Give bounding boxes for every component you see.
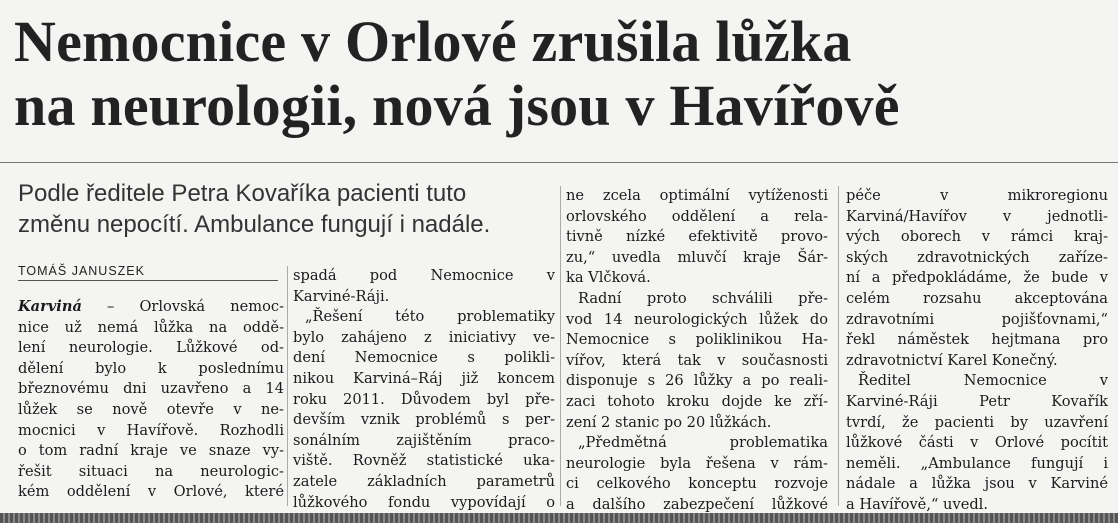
column-line: Radní proto schválili pře- bbox=[578, 289, 828, 307]
column-line: zdravotními pojišťovnami,“ bbox=[846, 310, 1108, 328]
column-line: lůžek se nově otevře v ne- bbox=[18, 400, 284, 418]
column-line: zaci tohoto kroku dojde ke zří- bbox=[566, 392, 828, 410]
dateline: Karviná bbox=[18, 298, 82, 315]
column-line: dení Nemocnice s polikli- bbox=[293, 349, 555, 367]
column-line: Karviné-Ráji. bbox=[293, 287, 390, 305]
article-column-1 bbox=[18, 297, 284, 503]
headline bbox=[14, 10, 1114, 138]
byline: TOMÁŠ JANUSZEK bbox=[18, 264, 278, 281]
column-line: neurologie byla řešena v rám- bbox=[566, 454, 828, 472]
article-column-3 bbox=[566, 186, 828, 516]
column-line: řekl náměstek hejtmana pro bbox=[846, 331, 1108, 349]
column-line: roku 2011. Důvodem byl pře- bbox=[293, 390, 555, 408]
column-line: Karviné-Ráji Petr Kovařík bbox=[846, 392, 1108, 410]
column-line: tivně nízké efektivitě provo- bbox=[566, 228, 828, 246]
column-line: neměli. „Ambulance fungují i bbox=[846, 454, 1108, 472]
column-line: dělení bylo k poslednímu bbox=[18, 359, 284, 377]
column-line: nice už nemá lůžka na oddě- bbox=[18, 318, 284, 336]
column-line: devším vznik problémů s per- bbox=[293, 411, 555, 429]
column-line: a Havířově,“ uvedl. bbox=[846, 495, 988, 513]
column-line: březnovému dni uzavřeno a 14 bbox=[18, 380, 284, 398]
column-line: mocnici v Havířově. Rozhodli bbox=[18, 421, 284, 439]
column-divider bbox=[560, 186, 561, 506]
column-line: viště. Rovněž statistické uka- bbox=[293, 452, 555, 470]
article-column-4 bbox=[846, 186, 1108, 516]
column-line: kém oddělení v Orlové, které bbox=[18, 483, 284, 501]
column-line: nikou Karviná–Ráj již koncem bbox=[293, 369, 555, 387]
column-line: ní a předpokládáme, že bude v bbox=[846, 269, 1108, 287]
column-line: „Předmětná problematika bbox=[578, 434, 828, 452]
column-line: disponuje s 26 lůžky a po reali- bbox=[566, 372, 828, 390]
column-line: zdravotnictví Karel Konečný. bbox=[846, 351, 1058, 369]
article-column-2 bbox=[293, 266, 555, 513]
column-line: zu,“ uvedla mluvčí kraje Šár- bbox=[566, 248, 828, 266]
column-line: lůžkového fondu vypovídají o bbox=[293, 493, 555, 511]
subheadline-line-1: Podle ředitele Petra Kovaříka pacienti tuto bbox=[18, 180, 467, 207]
column-line: a dalšího zabezpečení lůžkové bbox=[566, 495, 828, 513]
column-line: ka Vlčková. bbox=[566, 269, 651, 287]
column-line: „Řešení této problematiky bbox=[305, 308, 555, 326]
column-line-text: – Orlovská nemoc- bbox=[81, 298, 284, 315]
column-line: řešit situaci na neurologic- bbox=[18, 462, 284, 480]
column-line: spadá pod Nemocnice v bbox=[293, 267, 555, 284]
column-line: Nemocnice s poliklinikou Ha- bbox=[566, 331, 828, 349]
column-line: Ředitel Nemocnice v bbox=[858, 372, 1108, 390]
column-line: vířov, která tak v současnosti bbox=[566, 351, 828, 369]
column-line: ci celkového konceptu rozvoje bbox=[566, 475, 828, 493]
headline-rule bbox=[0, 162, 1118, 163]
column-line: zatele základních parametrů bbox=[293, 472, 555, 490]
subheadline-line-2: změnu nepocítí. Ambulance fungují i nadále. bbox=[18, 211, 491, 238]
column-line: celém rozsahu akceptována bbox=[846, 289, 1108, 307]
column-line: Karviná/Havířov v jednotli- bbox=[846, 207, 1108, 225]
column-line: orlovského oddělení a rela- bbox=[566, 207, 828, 225]
column-line: péče v mikroregionu bbox=[846, 187, 1108, 204]
column-line: bylo zahájeno z iniciativy ve- bbox=[293, 328, 555, 346]
column-line: ských zdravotnických zaříze- bbox=[846, 248, 1108, 266]
column-line: tvrdí, že pacienti by uzavření bbox=[846, 413, 1108, 431]
scan-edge-band bbox=[0, 513, 1118, 523]
column-line: lení neurologie. Lůžkové od- bbox=[18, 339, 284, 357]
subheadline bbox=[18, 178, 563, 240]
headline-line-1: Nemocnice v Orlové zrušila lůžka bbox=[14, 9, 852, 74]
column-line: lůžkové části v Orlové pocítit bbox=[846, 434, 1108, 452]
column-line: o tom radní kraje ve snaze vy- bbox=[18, 442, 284, 460]
column-line: nádale a lůžka jsou v Karviné bbox=[846, 475, 1108, 493]
column-line: ne zcela optimální vytíženosti bbox=[566, 187, 828, 204]
column-line: vod 14 neurologických lůžek do bbox=[566, 310, 828, 328]
column-line: vých oborech v rámci kraj- bbox=[846, 228, 1108, 246]
column-line: zení 2 stanic po 20 lůžkách. bbox=[566, 413, 772, 431]
headline-line-2: na neurologii, nová jsou v Havířově bbox=[14, 73, 900, 138]
column-divider bbox=[287, 266, 288, 506]
column-line: sonálním zajištěním praco- bbox=[293, 431, 555, 449]
column-divider bbox=[838, 186, 839, 506]
column-line bbox=[18, 297, 284, 318]
